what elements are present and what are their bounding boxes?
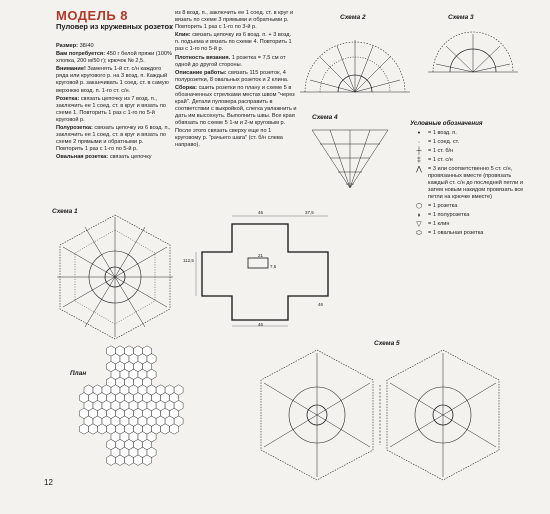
dim-neck-depth: 7,5	[270, 264, 277, 269]
legend-item: ⋀ = 3 или соответственно 5 ст. с/н, провязанных вместе (провязать каждый ст. с/н до последней петли и затем новым накидом провязать все петли на крючке вместе)	[410, 166, 530, 201]
chain-stitch-icon: •	[417, 130, 421, 137]
dim-body: 46	[318, 302, 324, 307]
attention-value: Заменять 1-й ст. с/н каждого ряда или кругового р. на 3 возд. п. Каждый круговой р. заканчивать 1 соед. ст. в самую верхнюю возд. п. 1-го ст. с/н.	[56, 66, 169, 94]
size-label: Размер:	[56, 43, 79, 49]
oval-rosette-value: связать цепочку	[108, 154, 152, 161]
plan-label: План	[70, 370, 87, 377]
dim-left: 112,5	[183, 258, 194, 263]
wedge-label: Клин:	[175, 32, 191, 39]
plan-rosette-hex	[89, 424, 98, 434]
assembly-label: Сборка:	[175, 84, 198, 91]
half-rosette-label: Полурозетка:	[56, 125, 93, 132]
plan-diagram	[78, 345, 198, 475]
oval-rosette-icon: ⬭	[416, 230, 422, 237]
legend-item: ▽ = 1 клин	[410, 221, 530, 228]
legend-item: ‡ = 1 ст. с/н	[410, 157, 530, 164]
legend-item: ⬭ = 1 овальная розетка	[410, 230, 530, 237]
rosette-label: Розетка:	[56, 95, 80, 102]
plan-rosette-hex	[125, 455, 134, 465]
rosette-value: связать цепочку из 7 возд. п., заключить ее 1 соед. ст. в круг и вязать по схеме 1. Повторить 1 раз с 1-го по 5-й круговой р.	[56, 95, 166, 123]
plan-rosette-hex	[161, 424, 170, 434]
dim-neck: 21	[258, 253, 264, 258]
legend	[410, 120, 530, 239]
cluster-stitch-icon: ⋀	[416, 166, 422, 173]
legend-item: ◗ = 1 полурозетка	[410, 212, 530, 219]
scheme-2-label: Схема 2	[340, 14, 366, 21]
attention-label: Внимание!	[56, 66, 86, 73]
wedge-value: связать цепочку из 6 возд. п. + 3 возд. п. подъема и вязать по схеме 4. Повторить 1 раз с 1-го по 5-й р.	[175, 32, 292, 53]
page-subtitle: Пуловер из кружевных розеток	[56, 22, 173, 31]
plan-rosette-hex	[80, 424, 89, 434]
instructions-column-2	[175, 10, 297, 150]
work-label: Описание работы:	[175, 69, 227, 76]
scheme-3-diagram	[428, 24, 518, 79]
scheme-2-diagram	[300, 22, 410, 102]
assembly-value: сшить розетки по плану и схеме 5 в обозначенных стрелками местах швом "через край". Детали пуловера расправить в соответствии с выкройкой, слегка увлажнить и дать им высохнуть. Выполнить швы. Все края обвязать по схеме 5 1-м и 2-м круговым р. После этого связать сверху еще по 1 круговому р. "рачьего шага" (ст. б/н слева направо).	[175, 84, 297, 148]
size-value: 38/40	[78, 43, 94, 49]
rosette-icon: ⬡	[415, 203, 423, 210]
plan-rosette-hex	[170, 424, 179, 434]
dim-top: 46	[258, 210, 264, 215]
materials-value: 450 г белой пряжи (100% хлопка, 200 м/50 г); крючок № 2,5.	[56, 51, 172, 65]
legend-item: • = 1 возд. п.	[410, 130, 530, 137]
half-rosette-icon: ◗	[416, 212, 422, 219]
plan-rosette-hex	[134, 455, 143, 465]
page-title: МОДЕЛЬ 8	[56, 8, 129, 23]
density-label: Плотность вязания.	[175, 54, 231, 61]
oval-rosette-label: Овальная розетка:	[56, 154, 109, 161]
legend-item: ┼ = 1 ст. б/н	[410, 148, 530, 155]
work-value: связать 115 розеток, 4 полурозетки, 8 овальных розеток и 2 клина.	[175, 69, 289, 83]
scheme-3-label: Схема 3	[448, 14, 474, 21]
legend-item: ⬡ = 1 розетка	[410, 203, 530, 210]
scheme-4-diagram	[310, 124, 390, 194]
materials-label: Вам потребуется:	[56, 51, 106, 58]
density-value: 1 розетка = 7,5 см от одной до другой стороны.	[175, 54, 286, 68]
legend-heading: Условные обозначения	[410, 120, 483, 127]
instructions-column-1	[56, 43, 172, 163]
scheme-1-label: Схема 1	[52, 208, 78, 215]
dim-top-side: 37,5	[305, 210, 314, 215]
plan-rosette-hex	[116, 455, 125, 465]
scheme-5-diagram	[255, 345, 505, 495]
scheme-5-label: Схема 5	[374, 340, 400, 347]
half-rosette-value: связать цепочку из 6 возд. п., заключить ее 1 соед. ст. в круг и вязать по схеме 2 прямыми и обратными р. Повторить 1 раз с 1-го по 5-й р.	[56, 125, 171, 153]
pattern-diagram	[192, 210, 334, 328]
double-crochet-icon: ‡	[417, 157, 421, 164]
wedge-icon: ▽	[416, 221, 422, 228]
oval-rosette-continued: из 8 возд. п., заключить ее 1 соед. ст. в круг и вязать по схеме 3 прямыми и обратными р. Повторить 1 раз с 1-го по 3-й р.	[175, 10, 294, 31]
scheme-4-label: Схема 4	[312, 114, 338, 121]
slip-stitch-icon: ·	[417, 139, 421, 146]
dim-bottom: 46	[258, 322, 264, 327]
plan-rosette-hex	[98, 424, 107, 434]
legend-item: · = 1 соед. ст.	[410, 139, 530, 146]
single-crochet-icon: ┼	[416, 148, 422, 155]
page-number: 12	[44, 478, 53, 487]
scheme-1-diagram	[55, 212, 175, 342]
plan-rosette-hex	[143, 455, 152, 465]
plan-rosette-hex	[107, 455, 116, 465]
